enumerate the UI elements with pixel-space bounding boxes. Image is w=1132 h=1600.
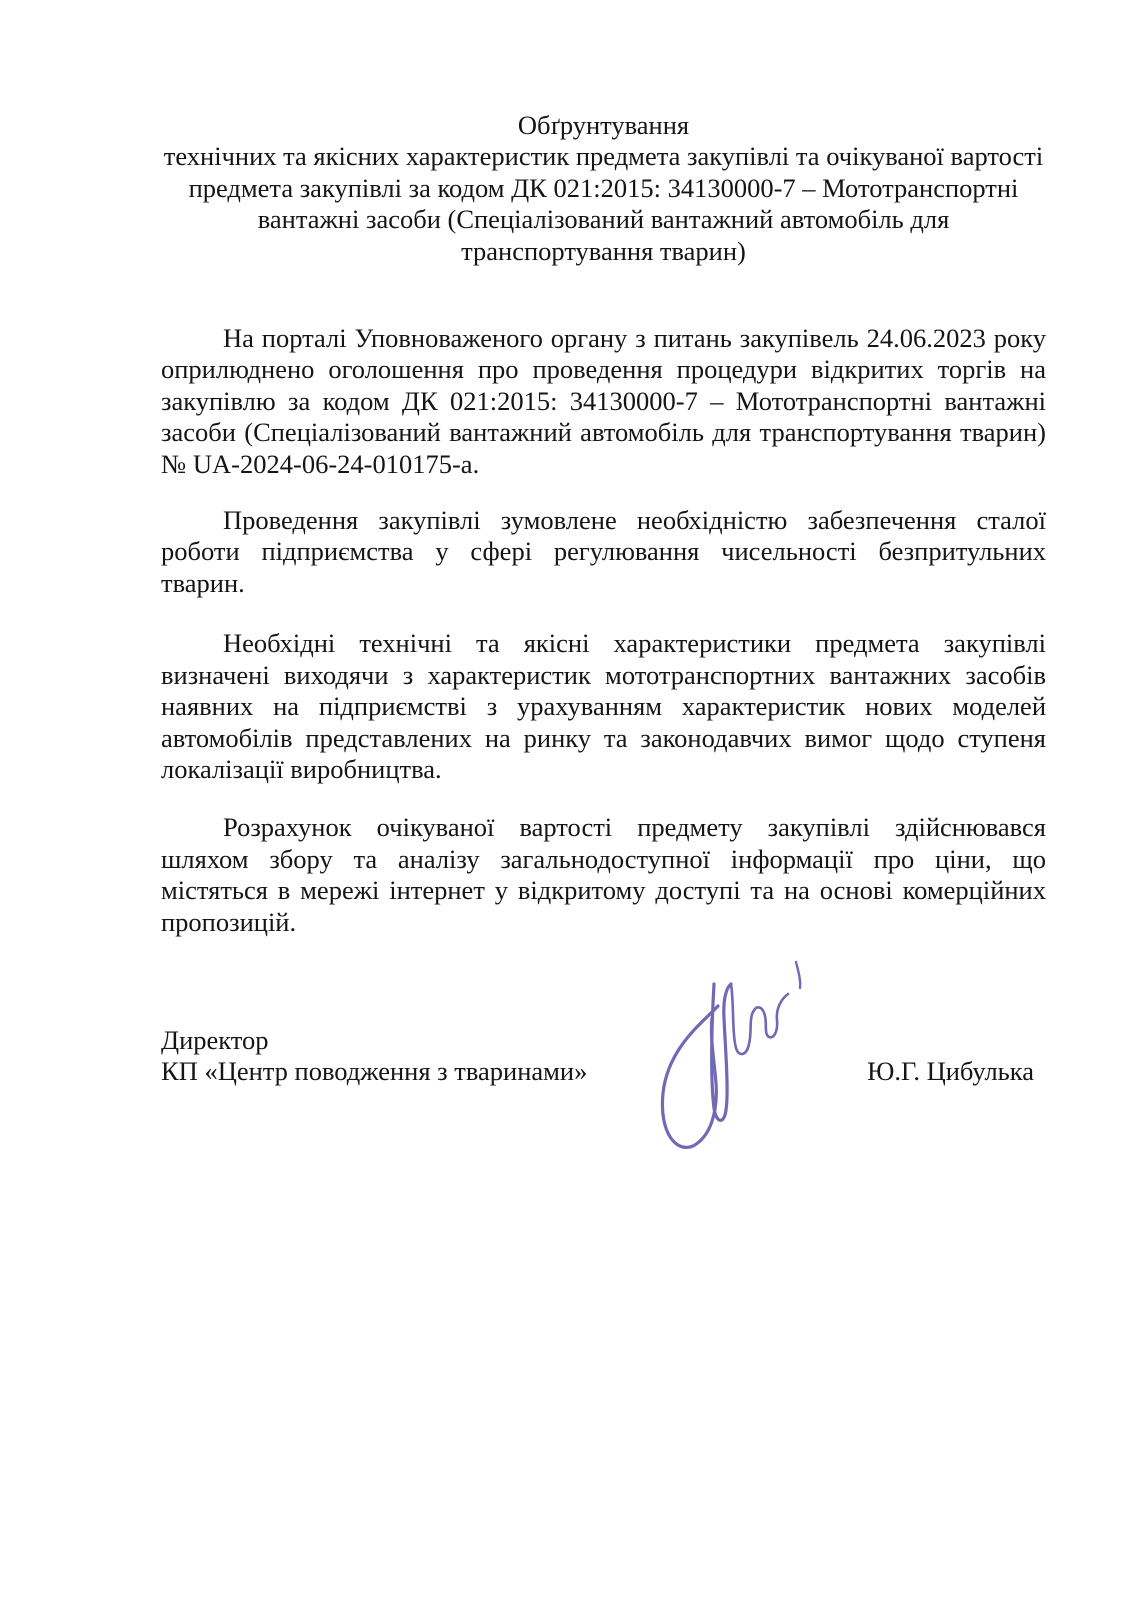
paragraph-line: закупівлю за кодом ДК 021:2015: 34130000-7 – Мототранспортні вантажні (161, 385, 1046, 416)
paragraph (161, 505, 1046, 599)
document-title-line: технічних та якісних характеристик предмета закупівлі та очікуваної вартості (163, 141, 1044, 172)
signature-block (161, 1025, 1046, 1088)
paragraph-line: роботи підприємства у сфері регулювання чисельності безпритульних (161, 536, 1046, 567)
signatory-organization: КП «Центр поводження з тваринами» (161, 1056, 588, 1087)
paragraph (161, 628, 1046, 785)
signatory-name: Ю.Г. Цибулька (867, 1056, 1034, 1087)
paragraph-line: Розрахунок очікуваної вартості предмету закупівлі здійснювався (223, 812, 1046, 843)
paragraph (161, 812, 1046, 938)
document-content (161, 110, 1046, 1088)
paragraph-line: локалізації виробництва. (161, 753, 442, 784)
paragraph-line: визначені виходячи з характеристик мототранспортних вантажних засобів (161, 659, 1046, 690)
document-title-line: транспортування тварин) (461, 235, 746, 266)
paragraph-line: оприлюднено оголошення про проведення процедури відкритих торгів на (161, 354, 1046, 385)
paragraph-line: Необхідні технічні та якісні характеристики предмета закупівлі (223, 628, 1046, 659)
signatory-role: Директор (161, 1024, 269, 1055)
signatory-titles (161, 1025, 587, 1088)
document-title-line: предмета закупівлі за кодом ДК 021:2015: 34130000-7 – Мототранспортні (188, 172, 1019, 203)
paragraph-line: Проведення закупівлі зумовлене необхідністю забезпечення сталої (223, 505, 1046, 536)
paragraph-line: засоби (Спеціалізований вантажний автомобіль для транспортування тварин) (161, 417, 1046, 448)
paragraph-line: автомобілів представлених на ринку та законодавчих вимог щодо ступеня (161, 722, 1046, 753)
paragraph-line: пропозицій. (161, 906, 297, 937)
paragraph-line: тварин. (161, 567, 245, 598)
paragraph-line: № UA-2024-06-24-010175-а. (161, 448, 480, 479)
paragraph-line: наявних на підприємстві з урахуванням характеристик нових моделей (161, 691, 1046, 722)
paragraph-line: На порталі Уповноваженого органу з питань закупівель 24.06.2023 року (223, 323, 1046, 354)
document-title-line: вантажні засоби (Спеціалізований вантажний автомобіль для (257, 204, 950, 235)
paragraph (161, 323, 1046, 480)
paragraph-line: шляхом збору та аналізу загальнодоступної інформації про ціни, що (161, 843, 1046, 874)
document-title-line: Обґрунтування (517, 110, 690, 140)
paragraph-line: містяться в мережі інтернет у відкритому доступі та на основі комерційних (161, 875, 1046, 906)
document-title (161, 110, 1046, 267)
